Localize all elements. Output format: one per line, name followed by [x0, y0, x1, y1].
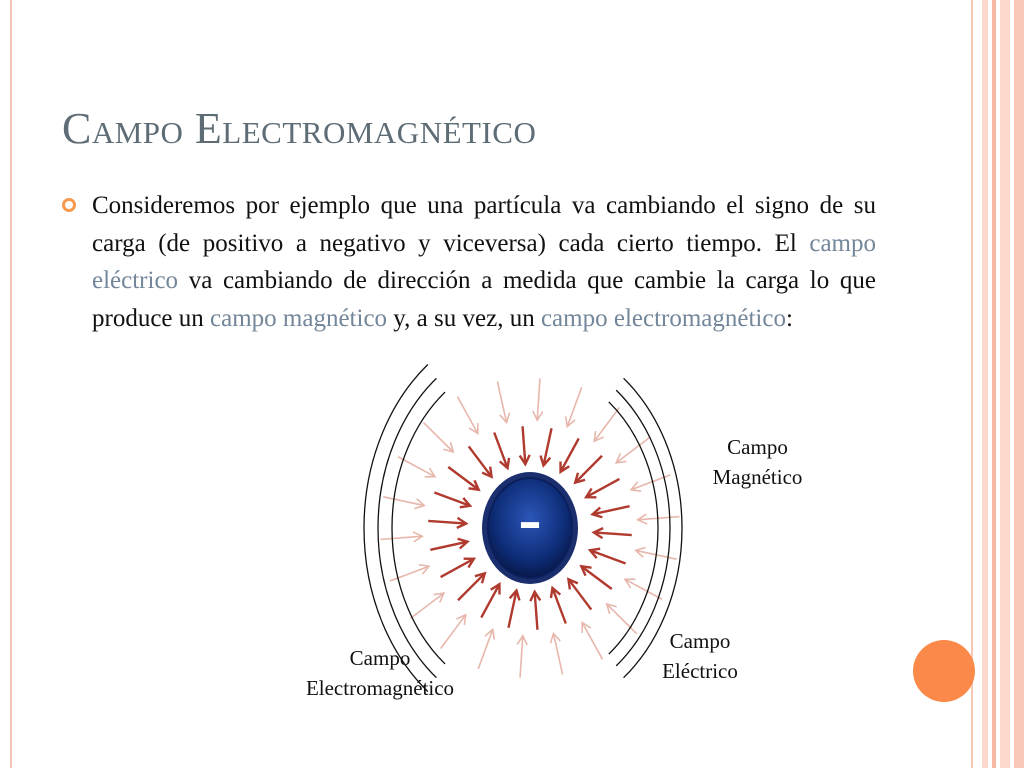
- field-arrow: [594, 407, 619, 441]
- decorative-stripes: [982, 0, 1024, 768]
- field-arrow: [568, 579, 591, 609]
- field-arrow: [380, 536, 422, 539]
- body-text-2: va cambiando de dirección a medida que cambie la carga lo que produce un: [92, 267, 876, 332]
- charge-symbol: –: [518, 495, 542, 549]
- field-arrow: [607, 604, 637, 634]
- body-text-1: Consideremos por ejemplo que una partícula va cambiando el signo de su carga (de positivo a negativo y viceversa) cada cierto tiempo. El: [92, 192, 876, 257]
- circle-bullet-icon: [62, 198, 76, 212]
- field-arrow: [448, 467, 478, 490]
- body-text-3: y, a su vez, un: [387, 304, 541, 332]
- body-text-4: :: [785, 304, 793, 332]
- field-arrow: [423, 422, 453, 452]
- field-arrow: [481, 584, 499, 617]
- body-paragraph: [92, 187, 876, 337]
- field-arrow: [625, 579, 662, 599]
- slide-title: Campo Electromagnético: [62, 104, 537, 153]
- field-arrow: [428, 521, 466, 524]
- field-arrow: [638, 517, 680, 520]
- field-arrow: [616, 438, 650, 463]
- charge-particle: [482, 472, 578, 584]
- field-arrow: [457, 397, 477, 434]
- field-arrow: [594, 532, 632, 535]
- field-arrow: [441, 559, 474, 577]
- link-campo-electromagnetico: campo electromagnético: [540, 304, 786, 332]
- field-arc: [616, 390, 670, 666]
- field-arrow: [575, 456, 602, 483]
- label-campo-magnetico: Campo Magnético: [712, 435, 803, 489]
- link-campo-electrico: campo eléctrico: [92, 229, 876, 295]
- field-arc: [392, 392, 445, 664]
- field-arrow: [586, 479, 619, 497]
- label-campo-electrico: Campo Eléctrico: [662, 629, 738, 683]
- field-arrow: [561, 438, 579, 471]
- label-campo-electromagnetico: Campo Electromagnético: [305, 646, 455, 700]
- orange-circle-icon: [913, 640, 975, 702]
- field-arrow: [469, 446, 492, 476]
- field-arrow: [458, 573, 485, 600]
- field-arrow: [520, 636, 523, 678]
- field-arrow: [582, 623, 602, 660]
- link-campo-magnetico: campo magnético: [210, 304, 388, 332]
- field-arrow: [581, 566, 611, 589]
- field-arrow: [537, 378, 540, 420]
- field-arrow: [410, 593, 444, 618]
